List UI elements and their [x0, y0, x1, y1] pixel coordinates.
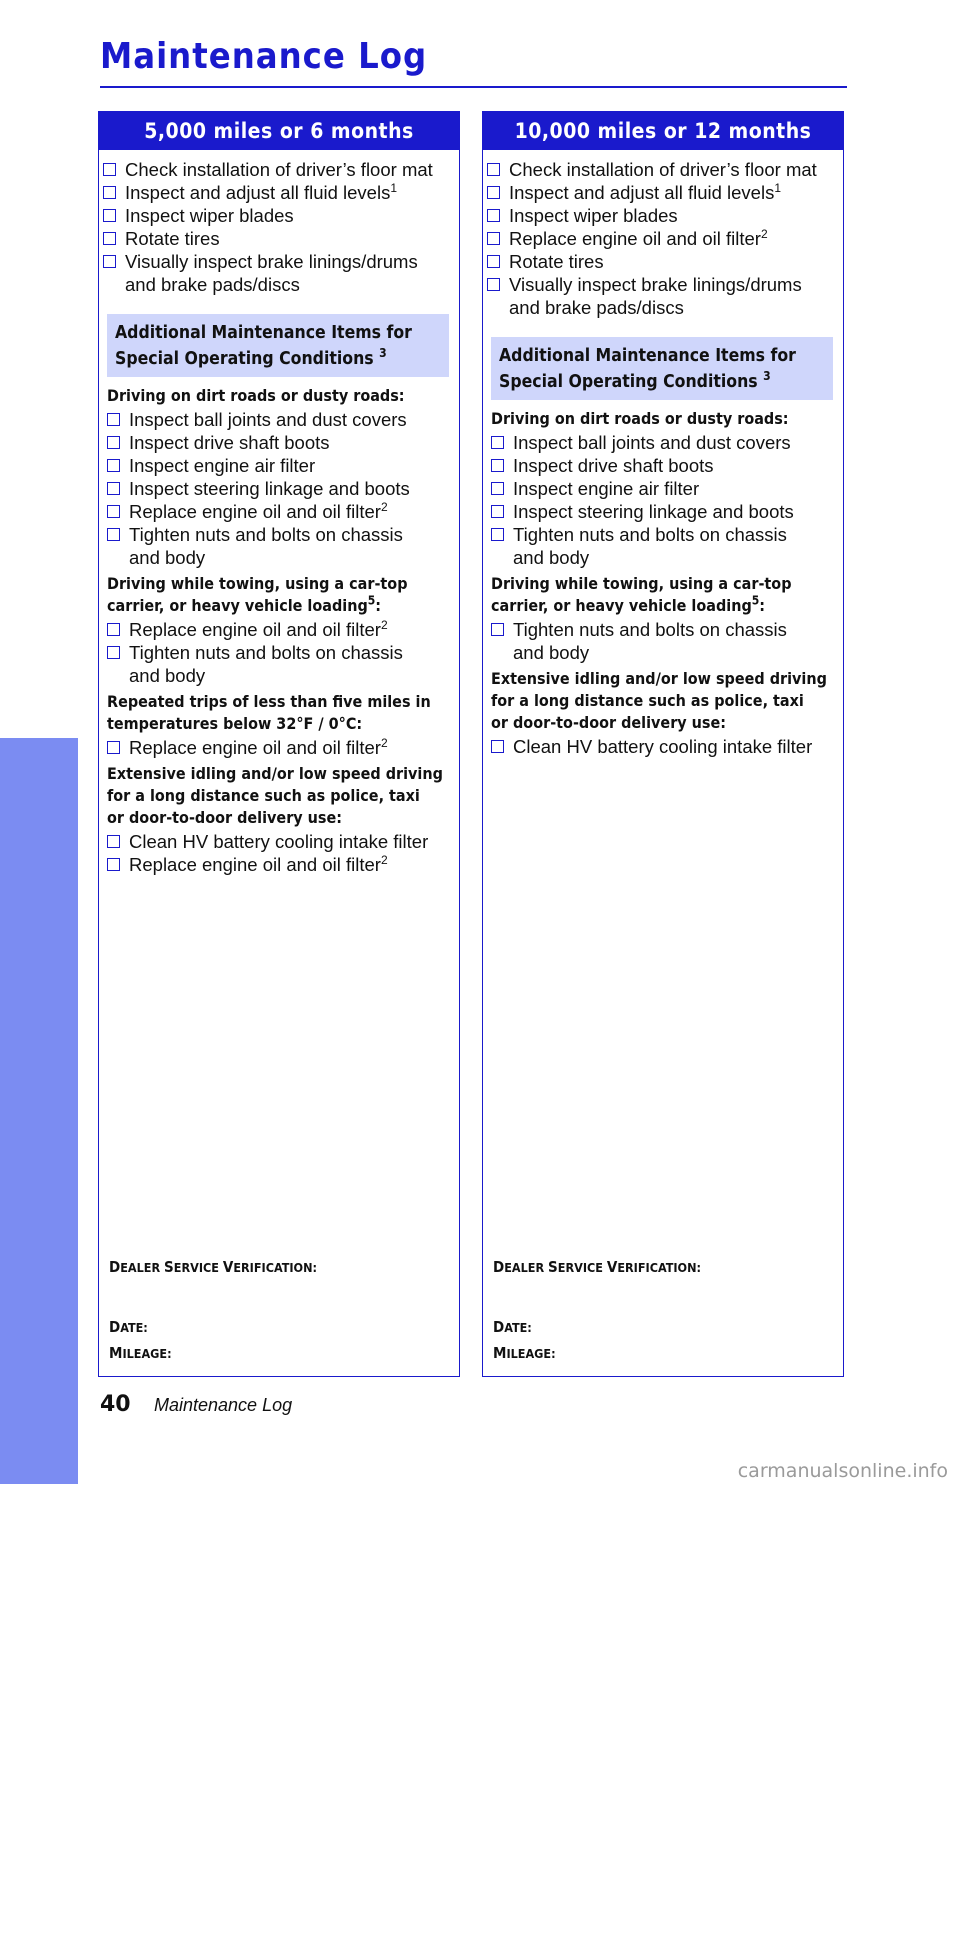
- checklist-item: [107, 736, 459, 759]
- page-number: 40: [100, 1392, 131, 1417]
- checklist-item: [103, 250, 459, 296]
- verification-text: EALER: [504, 1260, 549, 1275]
- checkbox-icon[interactable]: [487, 278, 500, 291]
- checklist-item-label: [129, 641, 403, 687]
- item-text: Tighten nuts and bolts on chassis and body: [513, 619, 787, 663]
- additional-line2: [499, 369, 821, 395]
- checklist-item: [107, 618, 459, 641]
- checklist-item: [487, 250, 843, 273]
- checklist-item: [491, 500, 843, 523]
- verification-text: S: [548, 1258, 558, 1276]
- checklist-item-label: [125, 158, 433, 181]
- checklist-item: [491, 477, 843, 500]
- checklist-item-label: [129, 454, 315, 477]
- verification-text: ATE:: [504, 1320, 532, 1335]
- footnote-ref: 1: [774, 180, 782, 195]
- footnote-ref: 2: [380, 499, 388, 514]
- verification-text: ERVICE: [173, 1260, 223, 1275]
- condition-checklist: [491, 618, 843, 664]
- checklist-item: [103, 158, 459, 181]
- checklist-item-label: [509, 158, 817, 181]
- footnote-ref: 5: [367, 593, 376, 608]
- condition-heading-text: Driving on dirt roads or dusty roads:: [491, 409, 789, 428]
- condition-checklist: [107, 736, 459, 759]
- verification-text: ERIFICATION:: [617, 1260, 702, 1275]
- verification-text: D: [109, 1318, 121, 1336]
- checklist-item: [107, 454, 459, 477]
- item-text: Replace engine oil and oil filter: [129, 619, 381, 640]
- item-text: Rotate tires: [509, 251, 604, 272]
- verification-text: D: [493, 1318, 505, 1336]
- item-text: Clean HV battery cooling intake filter: [513, 736, 813, 757]
- item-text: Tighten nuts and bolts on chassis and body: [129, 642, 403, 686]
- checkbox-icon[interactable]: [103, 186, 116, 199]
- date-label: [109, 1318, 148, 1336]
- mileage-label: [493, 1344, 556, 1362]
- checklist-item: [107, 853, 459, 876]
- panel-header: 10,000 miles or 12 months: [483, 112, 843, 150]
- checklist-item-label: [129, 830, 428, 853]
- item-text: Inspect steering linkage and boots: [513, 501, 794, 522]
- item-text: Inspect engine air filter: [513, 478, 700, 499]
- date-label: [493, 1318, 532, 1336]
- checkbox-icon[interactable]: [103, 163, 116, 176]
- checklist-item-label: [125, 250, 418, 296]
- checkbox-icon[interactable]: [491, 623, 504, 636]
- checklist-item: [103, 227, 459, 250]
- condition-heading-text: Extensive idling and/or low speed driving for a long distance such as police, taxi or door-to-door delivery use:: [491, 669, 827, 732]
- checkbox-icon[interactable]: [107, 623, 120, 636]
- checklist-item-label: [129, 477, 410, 500]
- footnote-ref: 2: [380, 852, 388, 867]
- condition-heading: [107, 763, 459, 829]
- condition-checklist: [491, 735, 843, 758]
- checklist-item-label: [509, 204, 678, 227]
- checklist-item-label: [513, 431, 791, 454]
- condition-heading-tail: :: [759, 596, 766, 615]
- checklist-item-label: [509, 227, 768, 250]
- checklist-item-label: [513, 500, 794, 523]
- condition-checklist: [107, 618, 459, 687]
- condition-heading-text: Driving while towing, using a car-top carrier, or heavy vehicle loading: [107, 574, 408, 615]
- condition-checklist: [107, 408, 459, 569]
- additional-line2-text: Special Operating Conditions: [115, 349, 374, 369]
- checklist-item: [491, 523, 843, 569]
- checklist-item: [107, 830, 459, 853]
- checklist-item-label: [513, 618, 787, 664]
- checklist-item-label: [129, 736, 388, 759]
- checkbox-icon[interactable]: [107, 482, 120, 495]
- verification-text: EALER: [120, 1260, 165, 1275]
- item-text: Replace engine oil and oil filter: [509, 228, 761, 249]
- checklist-item: [491, 735, 843, 758]
- verification-text: ILEAGE:: [506, 1346, 556, 1361]
- checklist-item-label: [129, 618, 388, 641]
- item-text: Inspect wiper blades: [509, 205, 678, 226]
- item-text: Replace engine oil and oil filter: [129, 854, 381, 875]
- item-text: Replace engine oil and oil filter: [129, 737, 381, 758]
- checkbox-icon[interactable]: [107, 436, 120, 449]
- additional-line1: Additional Maintenance Items for: [499, 346, 796, 366]
- checklist-item: [487, 158, 843, 181]
- checklist: [487, 158, 843, 319]
- checkbox-icon[interactable]: [491, 528, 504, 541]
- checkbox-icon[interactable]: [487, 209, 500, 222]
- dealer-service-verification-label: [493, 1258, 701, 1276]
- dealer-service-verification-label: [109, 1258, 317, 1276]
- condition-checklist: [491, 431, 843, 569]
- footer-title: Maintenance Log: [154, 1395, 293, 1415]
- condition-heading-text: Extensive idling and/or low speed driving for a long distance such as police, taxi or door-to-door delivery use:: [107, 764, 443, 827]
- checklist: [103, 158, 459, 296]
- item-text: Inspect engine air filter: [129, 455, 316, 476]
- checkbox-icon[interactable]: [491, 740, 504, 753]
- item-text: Rotate tires: [125, 228, 220, 249]
- verification-text: D: [109, 1258, 121, 1276]
- item-text: Check installation of driver’s floor mat: [509, 159, 817, 180]
- condition-heading: [491, 408, 843, 430]
- checkbox-icon[interactable]: [487, 232, 500, 245]
- checklist-item: [491, 618, 843, 664]
- checkbox-icon[interactable]: [491, 482, 504, 495]
- checkbox-icon[interactable]: [107, 858, 120, 871]
- checkbox-icon[interactable]: [487, 255, 500, 268]
- condition-heading-text: Driving while towing, using a car-top carrier, or heavy vehicle loading: [491, 574, 792, 615]
- checklist-item-label: [125, 204, 294, 227]
- checkbox-icon[interactable]: [103, 209, 116, 222]
- checklist-item-label: [509, 181, 781, 204]
- footnote-ref: 2: [380, 735, 388, 750]
- checkbox-icon[interactable]: [107, 646, 120, 659]
- item-text: Inspect ball joints and dust covers: [129, 409, 407, 430]
- condition-heading: [107, 691, 459, 735]
- checklist-item: [103, 204, 459, 227]
- checkbox-icon[interactable]: [107, 528, 120, 541]
- additional-items-heading: [107, 314, 449, 377]
- checklist-item-label: [513, 735, 812, 758]
- additional-line2-text: Special Operating Conditions: [499, 372, 758, 392]
- footnote-ref: 3: [763, 369, 771, 384]
- additional-items-heading: [491, 337, 833, 400]
- footnote-ref: 1: [390, 180, 398, 195]
- checklist-item: [107, 477, 459, 500]
- item-text: Inspect ball joints and dust covers: [513, 432, 791, 453]
- item-text: Check installation of driver’s floor mat: [125, 159, 433, 180]
- footnote-ref: 2: [760, 226, 768, 241]
- checklist-item-label: [513, 523, 787, 569]
- item-text: Inspect drive shaft boots: [513, 455, 714, 476]
- checklist-item: [107, 408, 459, 431]
- checkbox-icon[interactable]: [491, 459, 504, 472]
- verification-text: M: [493, 1344, 507, 1362]
- condition-heading: [107, 573, 459, 617]
- footnote-ref: 2: [380, 617, 388, 632]
- condition-heading-text: Driving on dirt roads or dusty roads:: [107, 386, 405, 405]
- checkbox-icon[interactable]: [107, 459, 120, 472]
- condition-heading: [491, 668, 843, 734]
- checklist-item: [487, 181, 843, 204]
- verification-text: S: [164, 1258, 174, 1276]
- checklist-item: [107, 641, 459, 687]
- checkbox-icon[interactable]: [491, 505, 504, 518]
- checklist-item: [107, 523, 459, 569]
- verification-text: D: [493, 1258, 505, 1276]
- checklist-item: [107, 500, 459, 523]
- checklist-item: [491, 454, 843, 477]
- item-text: Replace engine oil and oil filter: [129, 501, 381, 522]
- verification-text: ERIFICATION:: [233, 1260, 318, 1275]
- checkbox-icon[interactable]: [107, 413, 120, 426]
- side-tab-label: MAINTENANCE: [24, 1739, 54, 1956]
- checklist-item-label: [125, 227, 220, 250]
- panel-header: 5,000 miles or 6 months: [99, 112, 459, 150]
- checklist-item: [103, 181, 459, 204]
- footnote-ref: 5: [751, 593, 760, 608]
- condition-checklist: [107, 830, 459, 876]
- checklist-item-label: [129, 500, 388, 523]
- item-text: Visually inspect brake linings/drums and brake pads/discs: [125, 251, 418, 295]
- condition-heading: [491, 573, 843, 617]
- additional-line1: Additional Maintenance Items for: [115, 323, 412, 343]
- checkbox-icon[interactable]: [491, 436, 504, 449]
- checklist-item: [487, 227, 843, 250]
- mileage-label: [109, 1344, 172, 1362]
- checklist-item: [487, 204, 843, 227]
- verification-text: V: [222, 1258, 234, 1276]
- verification-text: ATE:: [120, 1320, 148, 1335]
- item-text: Inspect and adjust all fluid levels: [125, 182, 391, 203]
- checklist-item-label: [125, 181, 397, 204]
- verification-text: ILEAGE:: [122, 1346, 172, 1361]
- item-text: Inspect drive shaft boots: [129, 432, 330, 453]
- checklist-item-label: [129, 523, 403, 569]
- page-title: Maintenance Log: [100, 36, 428, 77]
- checkbox-icon[interactable]: [487, 163, 500, 176]
- maintenance-panel-10000: [482, 111, 844, 1377]
- checkbox-icon[interactable]: [103, 232, 116, 245]
- checklist-item-label: [509, 250, 604, 273]
- item-text: Inspect steering linkage and boots: [129, 478, 410, 499]
- checklist-item-label: [129, 408, 407, 431]
- verification-text: ERVICE: [557, 1260, 607, 1275]
- checklist-item: [107, 431, 459, 454]
- condition-heading-text: Repeated trips of less than five miles in temperatures below 32°F / 0°C:: [107, 692, 431, 733]
- verification-text: M: [109, 1344, 123, 1362]
- checklist-item-label: [513, 477, 699, 500]
- checkbox-icon[interactable]: [107, 835, 120, 848]
- checklist-item-label: [509, 273, 802, 319]
- item-text: Tighten nuts and bolts on chassis and body: [129, 524, 403, 568]
- additional-line2: [115, 346, 437, 372]
- title-rule: [100, 86, 847, 88]
- checkbox-icon[interactable]: [107, 741, 120, 754]
- verification-text: V: [606, 1258, 618, 1276]
- item-text: Clean HV battery cooling intake filter: [129, 831, 429, 852]
- condition-heading-tail: :: [375, 596, 382, 615]
- checkbox-icon[interactable]: [487, 186, 500, 199]
- checklist-item-label: [513, 454, 714, 477]
- checkbox-icon[interactable]: [103, 255, 116, 268]
- checkbox-icon[interactable]: [107, 505, 120, 518]
- checklist-item-label: [129, 431, 330, 454]
- item-text: Tighten nuts and bolts on chassis and body: [513, 524, 787, 568]
- maintenance-panel-5000: [98, 111, 460, 1377]
- checklist-item: [491, 431, 843, 454]
- checklist-item: [487, 273, 843, 319]
- item-text: Inspect and adjust all fluid levels: [509, 182, 775, 203]
- condition-heading: [107, 385, 459, 407]
- item-text: Inspect wiper blades: [125, 205, 294, 226]
- item-text: Visually inspect brake linings/drums and brake pads/discs: [509, 274, 802, 318]
- footnote-ref: 3: [379, 346, 387, 361]
- side-tab: [0, 738, 78, 1956]
- checklist-item-label: [129, 853, 388, 876]
- watermark: carmanualsonline.info: [737, 1460, 948, 1482]
